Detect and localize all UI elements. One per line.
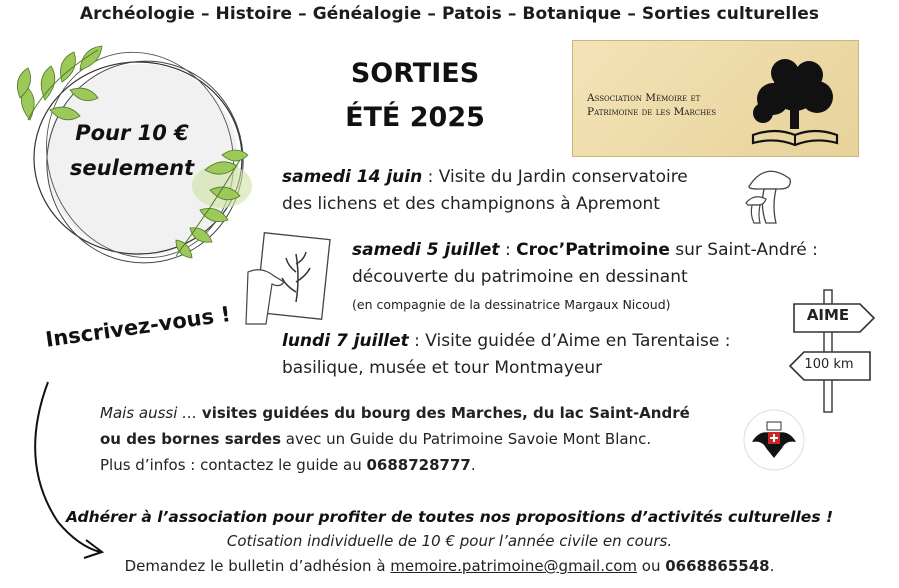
- event-2-date: samedi 5 juillet: [352, 240, 500, 260]
- topics-header: Archéologie – Histoire – Généalogie – Patois – Botanique – Sorties culturelles: [79, 4, 820, 24]
- association-phone: 0668865548: [665, 557, 770, 575]
- logo-line2: Patrimoine de les Marches: [587, 106, 717, 118]
- event-2-name: Croc’Patrimoine: [516, 240, 670, 260]
- event-2: [352, 237, 818, 318]
- also-end: .: [470, 456, 476, 474]
- also-bold2: ou des bornes sardes: [100, 430, 281, 448]
- event-1-date: samedi 14 juin: [282, 167, 423, 187]
- guide-logo-icon: [742, 408, 806, 472]
- event-3-text2: basilique, musée et tour Montmayeur: [282, 358, 603, 378]
- membership-contact: [0, 557, 899, 575]
- event-1: [282, 164, 688, 218]
- drawing-hand-icon: [246, 232, 336, 332]
- contact-end: .: [769, 557, 775, 575]
- also-intro: Mais aussi …: [100, 404, 202, 422]
- association-logo: [572, 40, 859, 157]
- page-title-line2: ÉTÉ 2025: [345, 102, 485, 133]
- also-line3: Plus d’infos : contactez le guide au: [100, 456, 367, 474]
- price-badge: [52, 116, 212, 186]
- event-3-text1: : Visite guidée d’Aime en Tarentaise :: [408, 331, 731, 351]
- sign-distance: 100 km: [804, 357, 854, 372]
- price-line1: Pour 10 €: [75, 121, 189, 145]
- event-3-date: lundi 7 juillet: [282, 331, 409, 351]
- contact-pre: Demandez le bulletin d’adhésion à: [124, 557, 391, 575]
- tree-book-icon: [573, 41, 858, 156]
- also-rest2: avec un Guide du Patrimoine Savoie Mont Blanc.: [281, 430, 652, 448]
- membership-fee: Cotisation individuelle de 10 € pour l’année civile en cours.: [226, 532, 673, 550]
- event-1-text2: des lichens et des champignons à Apremont: [282, 194, 660, 214]
- sign-aime: AIME: [806, 306, 850, 324]
- also-bold1: visites guidées du bourg des Marches, du lac Saint-André: [201, 404, 690, 422]
- price-line2: seulement: [69, 156, 195, 180]
- event-2-sep: :: [499, 240, 517, 260]
- page-title-line1: SORTIES: [350, 58, 480, 89]
- email-link[interactable]: memoire.patrimoine@gmail.com: [390, 557, 638, 575]
- signup-callout: Inscrivez-vous !: [44, 302, 233, 352]
- also-section: [100, 400, 690, 478]
- logo-line1: Association Mémoire et: [587, 92, 701, 104]
- mushroom-icon: [740, 163, 800, 233]
- event-2-text1: sur Saint-André :: [669, 240, 818, 260]
- event-2-text2: découverte du patrimoine en dessinant: [352, 267, 688, 287]
- guide-phone: 0688728777: [366, 456, 471, 474]
- contact-mid: ou: [637, 557, 666, 575]
- event-2-note: (en compagnie de la dessinatrice Margaux Nicoud): [352, 297, 671, 312]
- event-3: [282, 328, 731, 382]
- membership-headline: Adhérer à l’association pour profiter de toutes nos propositions d’activités culturelles !: [65, 508, 834, 526]
- event-1-text1: : Visite du Jardin conservatoire: [422, 167, 688, 187]
